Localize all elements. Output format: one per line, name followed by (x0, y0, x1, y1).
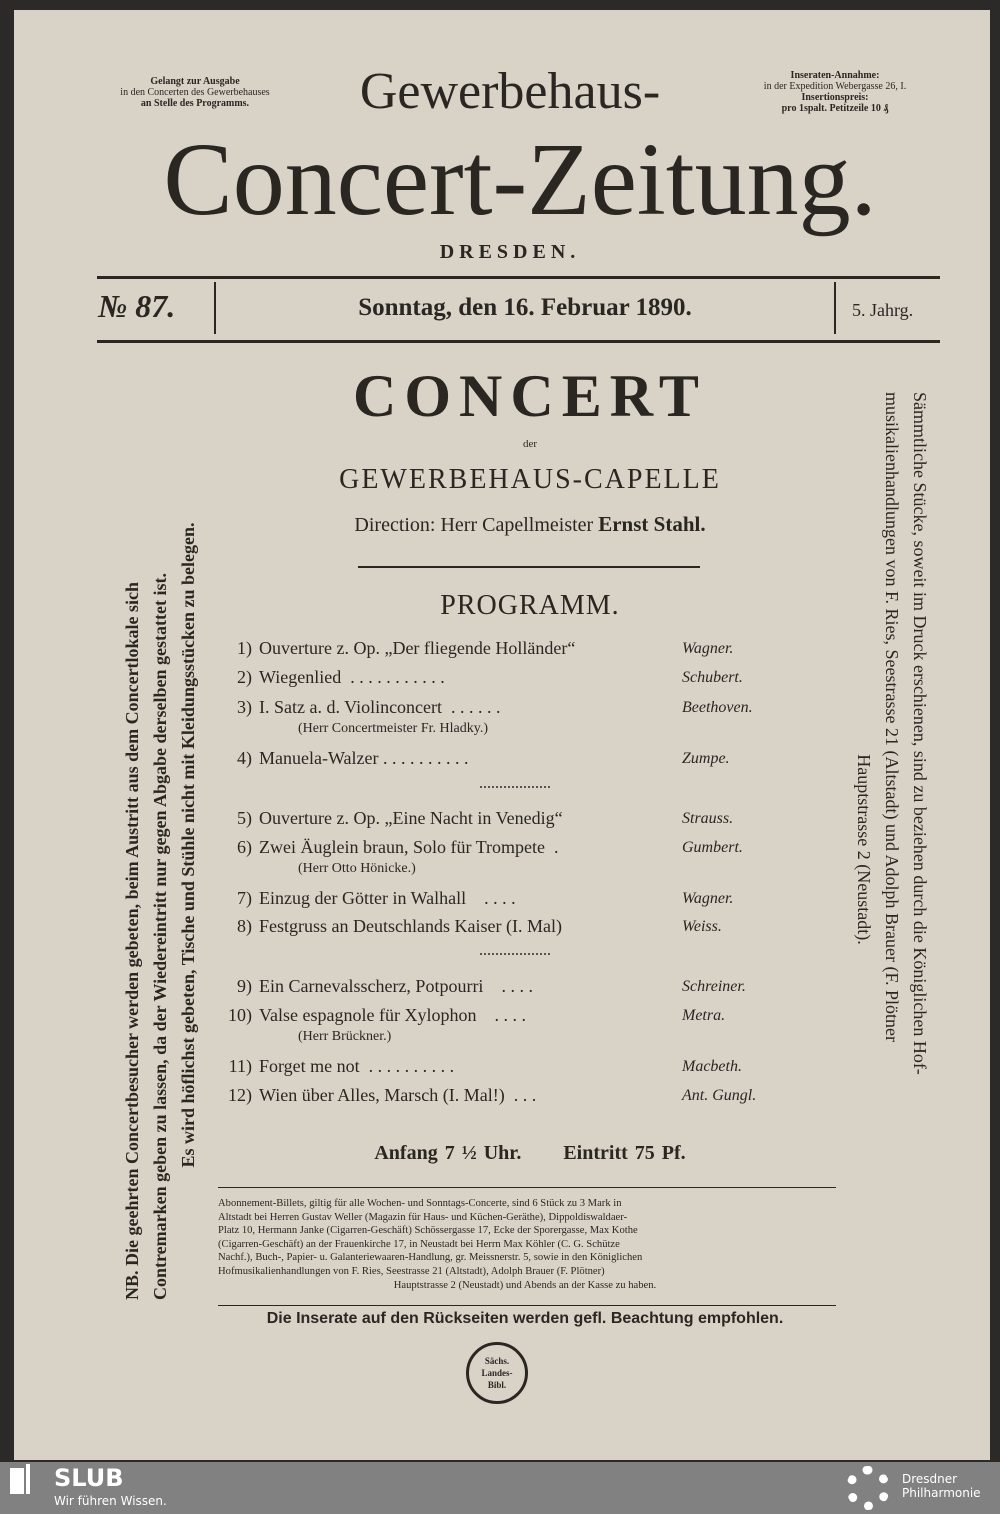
city-name: DRESDEN. (439, 241, 581, 263)
item-composer: Metra. (682, 1007, 726, 1024)
item-title: Wien über Alles, Marsch (I. Mal!) . . . (259, 1085, 537, 1105)
philharmonie-logo-icon (846, 1466, 890, 1510)
masthead-title-main: Concert-Zeitung. (163, 122, 877, 237)
note-line: in den Concerten des Gewerbehauses (120, 87, 270, 98)
item-number: 8) (237, 916, 252, 936)
item-title: Manuela-Walzer . . . . . . . . . . (259, 748, 469, 768)
volume-year: 5. Jahrg. (852, 300, 914, 320)
item-composer: Schubert. (682, 669, 743, 686)
divider (358, 566, 700, 568)
issue-number: № 87. (98, 288, 176, 324)
side-line: Contremarken geben zu lassen, da der Wiedereintritt nur gegen Abgabe derselben gestattet ist. (150, 573, 170, 1300)
item-number: 11) (228, 1056, 252, 1076)
item-title: Ouverture z. Op. „Eine Nacht in Venedig“ (259, 808, 563, 828)
item-number: 4) (237, 748, 252, 768)
subscription-line: Hofmusikalienhandlungen von F. Ries, Seestrasse 21 (Altstadt), Adolph Brauer (F. Plötner) (218, 1265, 605, 1277)
slub-book-icon-spine (26, 1464, 30, 1494)
item-composer: Zumpe. (682, 750, 730, 767)
item-title: Ein Carnevalsscherz, Potpourri . . . . (259, 976, 533, 996)
slub-tagline: Wir führen Wissen. (54, 1494, 167, 1508)
subscription-line: Platz 10, Hermann Janke (Cigarren-Geschäft) Schössergasse 17, Ecke der Sporergasse, Max Kothe (218, 1225, 638, 1237)
item-composer: Wagner. (682, 890, 734, 907)
divider (218, 1305, 836, 1306)
philharmonie-line: Philharmonie (902, 1486, 981, 1500)
item-composer: Weiss. (682, 918, 722, 935)
item-title: Wiegenlied . . . . . . . . . . . (259, 667, 445, 687)
side-line: Hauptstrasse 2 (Neustadt). (854, 754, 874, 945)
masthead-title-top: Gewerbehaus- (359, 63, 661, 120)
side-line: NB. Die geehrten Concertbesucher werden gebeten, beim Austritt aus dem Concertlokale sich (122, 581, 142, 1300)
library-stamp (466, 1342, 528, 1404)
item-title: I. Satz a. d. Violinconcert . . . . . . (259, 697, 501, 717)
item-composer: Macbeth. (682, 1058, 742, 1075)
note-line: Insertionspreis: (801, 92, 869, 103)
stamp-text: Sächs. Landes-Bibl. (481, 1356, 513, 1390)
divider (97, 340, 940, 343)
concert-heading: CONCERT (353, 363, 707, 429)
item-number: 5) (237, 808, 252, 828)
item-title: Festgruss an Deutschlands Kaiser (I. Mal) (259, 916, 562, 936)
item-performer: (Herr Brückner.) (298, 1029, 392, 1044)
item-performer: (Herr Concertmeister Fr. Hladky.) (298, 721, 488, 736)
subscription-line: Hauptstrasse 2 (Neustadt) und Abends an der Kasse zu haben. (393, 1279, 657, 1291)
separator-ornament (480, 786, 550, 794)
conductor-name: Ernst Stahl. (598, 512, 706, 536)
item-number: 6) (237, 837, 252, 857)
inserate-note: Die Inserate auf den Rückseiten werden gefl. Beachtung empfohlen. (266, 1310, 784, 1327)
subscription-line: Altstadt bei Herren Gustav Weller (Magazin für Haus- und Küchen-Geräthe), Dippoldiswaldaer- (218, 1211, 628, 1223)
left-side-notice (118, 390, 202, 1300)
item-number: 9) (237, 976, 252, 996)
divider (97, 276, 940, 279)
slub-logo-text[interactable]: SLUB (54, 1464, 124, 1492)
slub-book-icon (10, 1468, 24, 1494)
divider (218, 1187, 836, 1188)
issue-date: Sonntag, den 16. Februar 1890. (358, 294, 692, 321)
item-composer: Wagner. (682, 640, 734, 657)
ensemble-name: GEWERBEHAUS-CAPELLE (339, 464, 721, 495)
distribution-note (100, 76, 290, 109)
item-number: 3) (237, 697, 252, 717)
subscription-info (218, 1197, 832, 1292)
item-composer: Ant. Gungl. (682, 1087, 757, 1104)
item-title: Einzug der Götter in Walhall . . . . (259, 888, 516, 908)
start-time: Anfang 7 ½ Uhr. (374, 1142, 522, 1164)
direction-line (240, 512, 820, 537)
item-composer: Beethoven. (682, 699, 753, 716)
subscription-line: (Cigarren-Geschäft) an der Frauenkirche 17, in Neustadt bei Herrn Max Köhler (C. G. Schütze (218, 1238, 620, 1250)
philharmonie-line: Dresdner (902, 1472, 958, 1486)
side-line: Sämmtliche Stücke, soweit im Druck erschienen, sind zu beziehen durch die Königlichen Hof- (910, 392, 930, 1075)
item-composer: Strauss. (682, 810, 734, 827)
note-line: Inseraten-Annahme: (790, 70, 880, 81)
item-number: 10) (228, 1005, 252, 1025)
item-title: Zwei Äuglein braun, Solo für Trompete . (259, 837, 559, 857)
note-line: an Stelle des Programms. (140, 98, 250, 109)
item-number: 1) (237, 638, 252, 658)
admission-price: Eintritt 75 Pf. (563, 1142, 686, 1164)
item-title: Forget me not . . . . . . . . . . (259, 1056, 455, 1076)
footer-bar (0, 1462, 1000, 1514)
item-number: 7) (237, 888, 252, 908)
philharmonie-name[interactable] (902, 1472, 981, 1500)
item-number: 2) (237, 667, 252, 687)
item-title: Ouverture z. Op. „Der fliegende Holländer“ (259, 638, 576, 658)
subscription-line: Nachf.), Buch-, Papier- u. Galanteriewaaren-Handlung, gr. Meissnerstr. 5, sowie in den Königlichen (218, 1252, 643, 1264)
separator-ornament (480, 953, 550, 961)
item-composer: Schreiner. (682, 978, 746, 995)
advertising-note (735, 70, 935, 114)
side-line: Es wird höflichst gebeten, Tische und Stühle nicht mit Kleidungsstücken zu belegen. (178, 522, 198, 1168)
item-composer: Gumbert. (682, 839, 743, 856)
program-heading: PROGRAMM. (440, 590, 620, 621)
note-line: pro 1spalt. Petitzeile 10 ₰ (781, 103, 889, 114)
note-line: Gelangt zur Ausgabe (150, 76, 240, 87)
item-number: 12) (228, 1085, 252, 1105)
direction-label: Direction: Herr Capellmeister (354, 514, 594, 536)
start-admission (220, 1142, 840, 1165)
item-performer: (Herr Otto Hönicke.) (298, 861, 416, 876)
der-label: der (522, 438, 538, 450)
divider (834, 282, 836, 334)
note-line: in der Expedition Webergasse 26, I. (763, 81, 907, 92)
subscription-line: Abonnement-Billets, giltig für alle Wochen- und Sonntags-Concerte, sind 6 Stück zu 3 Mark in (218, 1198, 622, 1209)
side-line: musikalienhandlungen von F. Ries, Seestrasse 21 (Altstadt) und Adolph Brauer (F. Plötner (882, 392, 902, 1043)
right-side-notice (850, 392, 934, 1307)
item-title: Valse espagnole für Xylophon . . . . (259, 1005, 526, 1025)
